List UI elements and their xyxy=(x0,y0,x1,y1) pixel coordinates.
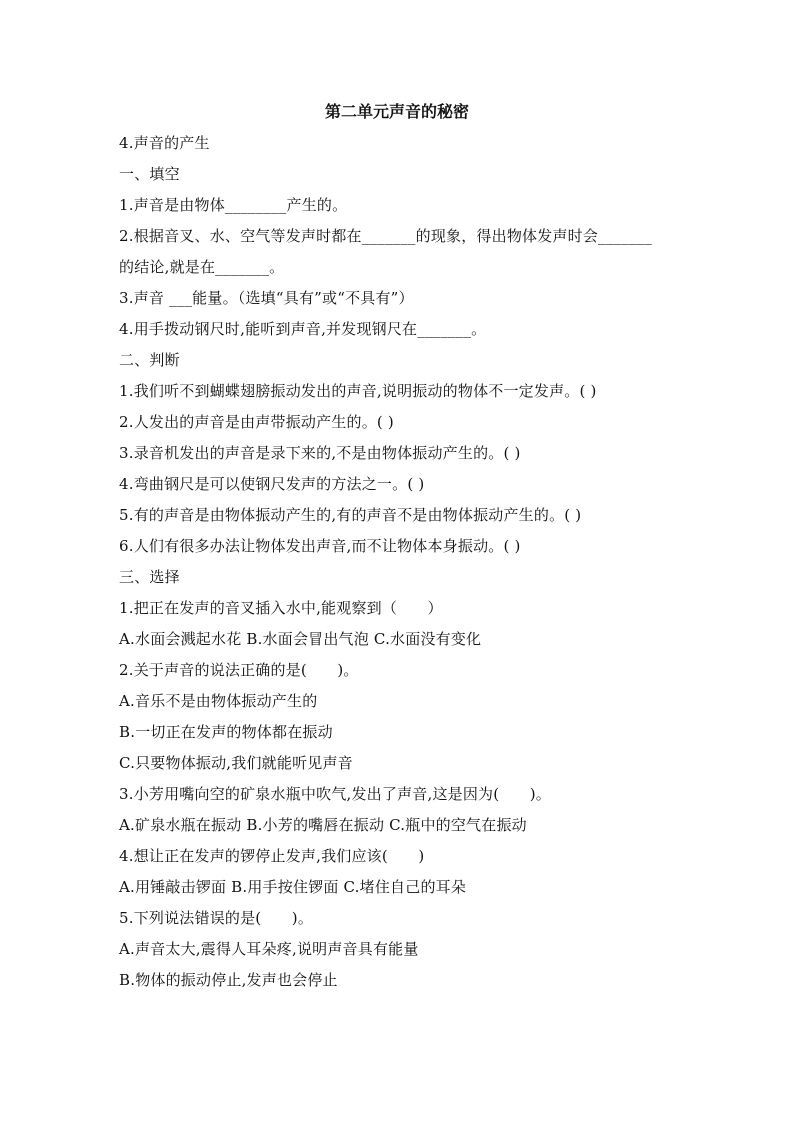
choice-question-4: 4.想让正在发声的锣停止发声,我们应该( ) xyxy=(119,847,425,865)
choice-question-1: 1.把正在发声的音叉插入水中,能观察到（ ） xyxy=(119,599,443,617)
fill-blank-question-3: 3.声音 ___能量。（选填“具有”或“不具有”） xyxy=(119,289,414,307)
true-false-question-6: 6.人们有很多办法让物体发出声音,而不让物体本身振动。( ) xyxy=(119,537,521,555)
choice-question-3: 3.小芳用嘴向空的矿泉水瓶中吹气,发出了声音,这是因为( )。 xyxy=(119,785,551,803)
choice-question-1-options: A.水面会溅起水花 B.水面会冒出气泡 C.水面没有变化 xyxy=(119,630,482,648)
true-false-question-5: 5.有的声音是由物体振动产生的,有的声音不是由物体振动产生的。( ) xyxy=(119,506,582,524)
choice-question-2-option-c: C.只要物体振动,我们就能听见声音 xyxy=(119,754,353,772)
fill-blank-question-4: 4.用手拨动钢尺时,能听到声音,并发现钢尺在_______。 xyxy=(119,320,487,338)
document-body xyxy=(119,131,699,999)
fill-blank-question-2: 2.根据音叉、水、空气等发声时都在_______的现象，得出物体发声时会_______ xyxy=(119,227,652,245)
section-heading-choice: 三、选择 xyxy=(119,568,180,586)
true-false-question-2: 2.人发出的声音是由声带振动产生的。( ) xyxy=(119,413,394,431)
choice-question-2: 2.关于声音的说法正确的是( )。 xyxy=(119,661,359,679)
choice-question-5: 5.下列说法错误的是( )。 xyxy=(119,909,314,927)
choice-question-2-option-a: A.音乐不是由物体振动产生的 xyxy=(119,692,318,710)
section-heading-fill-blank: 一、填空 xyxy=(119,165,180,183)
choice-question-2-option-b: B.一切正在发声的物体都在振动 xyxy=(119,723,333,741)
choice-question-3-options: A.矿泉水瓶在振动 B.小芳的嘴唇在振动 C.瓶中的空气在振动 xyxy=(119,816,527,834)
fill-blank-question-2-continued: 的结论,就是在_______。 xyxy=(119,258,285,276)
document-title: 第二单元声音的秘密 xyxy=(324,102,469,121)
choice-question-5-option-a: A.声音太大,震得人耳朵疼,说明声音具有能量 xyxy=(119,940,419,958)
true-false-question-1: 1.我们听不到蝴蝶翅膀振动发出的声音,说明振动的物体不一定发声。( ) xyxy=(119,382,597,400)
fill-blank-question-1: 1.声音是由物体________产生的。 xyxy=(119,196,348,214)
choice-question-5-option-b: B.物体的振动停止,发声也会停止 xyxy=(119,971,338,989)
true-false-question-4: 4.弯曲钢尺是可以使钢尺发声的方法之一。( ) xyxy=(119,475,425,493)
section-heading-lesson: 4.声音的产生 xyxy=(119,134,210,152)
section-heading-true-false: 二、判断 xyxy=(119,351,180,369)
choice-question-4-options: A.用锤敲击锣面 B.用手按住锣面 C.堵住自己的耳朵 xyxy=(119,878,467,896)
true-false-question-3: 3.录音机发出的声音是录下来的,不是由物体振动产生的。( ) xyxy=(119,444,521,462)
